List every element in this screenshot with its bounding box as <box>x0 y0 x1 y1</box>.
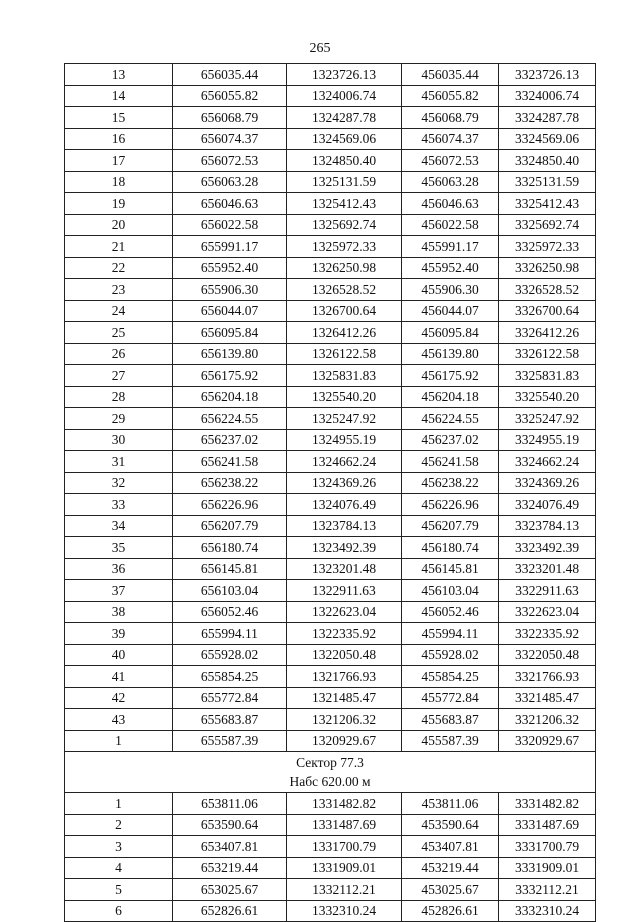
coordinate-cell: 655906.30 <box>173 279 287 301</box>
table-row <box>65 709 596 731</box>
coordinate-cell: 655994.11 <box>173 623 287 645</box>
coordinate-cell: 653407.81 <box>173 836 287 858</box>
coordinate-cell: 456072.53 <box>402 150 499 172</box>
coordinate-cell: 3326250.98 <box>499 257 596 279</box>
coordinate-cell: 3323492.39 <box>499 537 596 559</box>
point-number-cell: 18 <box>65 171 173 193</box>
coordinate-cell: 655928.02 <box>173 644 287 666</box>
coordinate-cell: 455994.11 <box>402 623 499 645</box>
coordinate-cell: 456103.04 <box>402 580 499 602</box>
point-number-cell: 6 <box>65 900 173 922</box>
point-number-cell: 34 <box>65 515 173 537</box>
coordinate-cell: 656207.79 <box>173 515 287 537</box>
point-number-cell: 41 <box>65 666 173 688</box>
table-row <box>65 472 596 494</box>
coordinate-cell: 1322335.92 <box>287 623 402 645</box>
coordinate-cell: 1323492.39 <box>287 537 402 559</box>
coordinate-cell: 1326700.64 <box>287 300 402 322</box>
coordinate-cell: 656103.04 <box>173 580 287 602</box>
point-number-cell: 32 <box>65 472 173 494</box>
table-part2 <box>65 793 596 922</box>
point-number-cell: 19 <box>65 193 173 215</box>
point-number-cell: 28 <box>65 386 173 408</box>
point-number-cell: 33 <box>65 494 173 516</box>
coordinate-cell: 656035.44 <box>173 64 287 86</box>
coordinate-cell: 456022.58 <box>402 214 499 236</box>
coordinate-cell: 656046.63 <box>173 193 287 215</box>
point-number-cell: 35 <box>65 537 173 559</box>
point-number-cell: 30 <box>65 429 173 451</box>
coordinate-cell: 456068.79 <box>402 107 499 129</box>
coordinate-cell: 1331487.69 <box>287 814 402 836</box>
coordinate-cell: 3324287.78 <box>499 107 596 129</box>
coordinate-cell: 3322623.04 <box>499 601 596 623</box>
coordinate-cell: 455906.30 <box>402 279 499 301</box>
coordinate-cell: 656241.58 <box>173 451 287 473</box>
coordinate-cell: 1324662.24 <box>287 451 402 473</box>
coordinate-cell: 3323201.48 <box>499 558 596 580</box>
coordinate-cell: 456207.79 <box>402 515 499 537</box>
coordinate-cell: 3326700.64 <box>499 300 596 322</box>
table-row <box>65 666 596 688</box>
coordinate-cell: 1325692.74 <box>287 214 402 236</box>
coordinate-cell: 656055.82 <box>173 85 287 107</box>
table-row <box>65 879 596 901</box>
coordinate-cell: 655683.87 <box>173 709 287 731</box>
point-number-cell: 36 <box>65 558 173 580</box>
coordinate-cell: 656095.84 <box>173 322 287 344</box>
table-row <box>65 107 596 129</box>
coordinate-cell: 3326122.58 <box>499 343 596 365</box>
point-number-cell: 39 <box>65 623 173 645</box>
coordinate-cell: 456145.81 <box>402 558 499 580</box>
coordinate-cell: 3324955.19 <box>499 429 596 451</box>
coordinate-cell: 1331700.79 <box>287 836 402 858</box>
coordinate-cell: 456074.37 <box>402 128 499 150</box>
coordinate-cell: 456139.80 <box>402 343 499 365</box>
coordinate-cell: 456226.96 <box>402 494 499 516</box>
coordinate-cell: 1322911.63 <box>287 580 402 602</box>
coordinate-cell: 456175.92 <box>402 365 499 387</box>
coordinate-cell: 456035.44 <box>402 64 499 86</box>
section-title: Сектор 77.3 <box>296 755 364 770</box>
table-row <box>65 257 596 279</box>
table-row <box>65 836 596 858</box>
coordinate-cell: 455952.40 <box>402 257 499 279</box>
coordinate-cell: 1321206.32 <box>287 709 402 731</box>
coordinate-cell: 656237.02 <box>173 429 287 451</box>
coordinate-cell: 3325831.83 <box>499 365 596 387</box>
coordinate-cell: 656180.74 <box>173 537 287 559</box>
coordinate-cell: 656074.37 <box>173 128 287 150</box>
coordinate-cell: 656204.18 <box>173 386 287 408</box>
coordinate-cell: 3323784.13 <box>499 515 596 537</box>
table-row <box>65 128 596 150</box>
section-subtitle: Набс 620.00 м <box>289 774 371 789</box>
coordinate-cell: 1324955.19 <box>287 429 402 451</box>
coordinate-cell: 1326412.26 <box>287 322 402 344</box>
coordinate-cell: 456238.22 <box>402 472 499 494</box>
coordinate-cell: 3324006.74 <box>499 85 596 107</box>
table-part1 <box>65 64 596 752</box>
table-row <box>65 85 596 107</box>
table-row <box>65 601 596 623</box>
coordinate-cell: 456224.55 <box>402 408 499 430</box>
coordinate-cell: 3322050.48 <box>499 644 596 666</box>
table-row <box>65 279 596 301</box>
coordinate-cell: 1332310.24 <box>287 900 402 922</box>
coordinate-cell: 656072.53 <box>173 150 287 172</box>
section-header <box>65 752 596 793</box>
coordinate-cell: 456180.74 <box>402 537 499 559</box>
coordinate-cell: 1323726.13 <box>287 64 402 86</box>
point-number-cell: 24 <box>65 300 173 322</box>
coordinate-cell: 456241.58 <box>402 451 499 473</box>
point-number-cell: 17 <box>65 150 173 172</box>
coordinate-cell: 656052.46 <box>173 601 287 623</box>
point-number-cell: 31 <box>65 451 173 473</box>
coordinate-cell: 455854.25 <box>402 666 499 688</box>
point-number-cell: 38 <box>65 601 173 623</box>
table-row <box>65 300 596 322</box>
coordinate-cell: 1322623.04 <box>287 601 402 623</box>
table-row <box>65 623 596 645</box>
coordinate-cell: 656226.96 <box>173 494 287 516</box>
table-row <box>65 171 596 193</box>
point-number-cell: 22 <box>65 257 173 279</box>
coordinate-cell: 1325247.92 <box>287 408 402 430</box>
coordinate-cell: 3324850.40 <box>499 150 596 172</box>
coordinate-cell: 655991.17 <box>173 236 287 258</box>
point-number-cell: 21 <box>65 236 173 258</box>
coordinate-cell: 453025.67 <box>402 879 499 901</box>
table-row <box>65 64 596 86</box>
coordinate-cell: 1331482.82 <box>287 793 402 815</box>
point-number-cell: 27 <box>65 365 173 387</box>
coordinate-cell: 1324850.40 <box>287 150 402 172</box>
table-row <box>65 408 596 430</box>
coordinate-cell: 1326250.98 <box>287 257 402 279</box>
table-row <box>65 687 596 709</box>
coordinate-cell: 3324569.06 <box>499 128 596 150</box>
coordinate-cell: 453407.81 <box>402 836 499 858</box>
page-number: 265 <box>309 41 331 56</box>
coordinate-cell: 1324076.49 <box>287 494 402 516</box>
coordinate-cell: 1325972.33 <box>287 236 402 258</box>
coordinate-cell: 1324569.06 <box>287 128 402 150</box>
point-number-cell: 26 <box>65 343 173 365</box>
coordinate-cell: 453590.64 <box>402 814 499 836</box>
point-number-cell: 14 <box>65 85 173 107</box>
coordinate-cell: 456063.28 <box>402 171 499 193</box>
coordinate-cell: 1325412.43 <box>287 193 402 215</box>
table-row <box>65 365 596 387</box>
coordinate-cell: 1321766.93 <box>287 666 402 688</box>
point-number-cell: 2 <box>65 814 173 836</box>
coordinate-cell: 1324006.74 <box>287 85 402 107</box>
coordinate-cell: 652826.61 <box>173 900 287 922</box>
coordinate-cell: 656175.92 <box>173 365 287 387</box>
table-row <box>65 322 596 344</box>
coordinate-cell: 452826.61 <box>402 900 499 922</box>
coordinate-cell: 3324076.49 <box>499 494 596 516</box>
table-row <box>65 150 596 172</box>
coordinate-cell: 1325131.59 <box>287 171 402 193</box>
point-number-cell: 4 <box>65 857 173 879</box>
point-number-cell: 42 <box>65 687 173 709</box>
coordinate-cell: 456095.84 <box>402 322 499 344</box>
coordinate-cell: 1320929.67 <box>287 730 402 752</box>
point-number-cell: 1 <box>65 793 173 815</box>
table-row <box>65 857 596 879</box>
point-number-cell: 15 <box>65 107 173 129</box>
point-number-cell: 40 <box>65 644 173 666</box>
coordinate-cell: 3325692.74 <box>499 214 596 236</box>
coordinate-cell: 653590.64 <box>173 814 287 836</box>
coordinate-cell: 1324287.78 <box>287 107 402 129</box>
coordinate-cell: 1332112.21 <box>287 879 402 901</box>
coordinate-cell: 455587.39 <box>402 730 499 752</box>
section-header-cell <box>65 752 596 793</box>
coordinate-cell: 3322335.92 <box>499 623 596 645</box>
point-number-cell: 13 <box>65 64 173 86</box>
coordinate-cell: 3326528.52 <box>499 279 596 301</box>
table-row <box>65 386 596 408</box>
coordinate-cell: 3331482.82 <box>499 793 596 815</box>
coordinate-cell: 3322911.63 <box>499 580 596 602</box>
coordinate-cell: 453811.06 <box>402 793 499 815</box>
coordinate-cell: 1324369.26 <box>287 472 402 494</box>
table-row <box>65 494 596 516</box>
coordinate-cell: 1325540.20 <box>287 386 402 408</box>
point-number-cell: 3 <box>65 836 173 858</box>
coordinate-cell: 3324369.26 <box>499 472 596 494</box>
coordinate-cell: 1331909.01 <box>287 857 402 879</box>
table-row <box>65 515 596 537</box>
table-row <box>65 236 596 258</box>
coordinate-cell: 656063.28 <box>173 171 287 193</box>
coordinate-cell: 3321206.32 <box>499 709 596 731</box>
coordinate-cell: 453219.44 <box>402 857 499 879</box>
coordinate-cell: 455928.02 <box>402 644 499 666</box>
coordinate-cell: 653025.67 <box>173 879 287 901</box>
point-number-cell: 20 <box>65 214 173 236</box>
point-number-cell: 37 <box>65 580 173 602</box>
coordinate-cell: 3325972.33 <box>499 236 596 258</box>
table-row <box>65 193 596 215</box>
coordinate-cell: 3323726.13 <box>499 64 596 86</box>
coordinate-cell: 1326528.52 <box>287 279 402 301</box>
coordinate-cell: 456204.18 <box>402 386 499 408</box>
coordinate-cell: 1322050.48 <box>287 644 402 666</box>
coordinate-cell: 656044.07 <box>173 300 287 322</box>
coordinate-cell: 455991.17 <box>402 236 499 258</box>
table-row <box>65 451 596 473</box>
coordinate-cell: 656145.81 <box>173 558 287 580</box>
coordinate-cell: 1326122.58 <box>287 343 402 365</box>
coordinate-cell: 3331487.69 <box>499 814 596 836</box>
coordinate-cell: 3325412.43 <box>499 193 596 215</box>
coordinate-cell: 3321766.93 <box>499 666 596 688</box>
coordinate-cell: 456044.07 <box>402 300 499 322</box>
table-row <box>65 558 596 580</box>
coordinate-cell: 656068.79 <box>173 107 287 129</box>
coordinate-cell: 3325540.20 <box>499 386 596 408</box>
coordinate-cell: 1323784.13 <box>287 515 402 537</box>
coordinate-cell: 1323201.48 <box>287 558 402 580</box>
coordinate-cell: 455683.87 <box>402 709 499 731</box>
coordinate-cell: 456046.63 <box>402 193 499 215</box>
coordinate-cell: 3325247.92 <box>499 408 596 430</box>
point-number-cell: 23 <box>65 279 173 301</box>
table-row <box>65 793 596 815</box>
coordinate-cell: 456055.82 <box>402 85 499 107</box>
coordinate-cell: 3324662.24 <box>499 451 596 473</box>
coordinate-cell: 653219.44 <box>173 857 287 879</box>
point-number-cell: 1 <box>65 730 173 752</box>
coordinate-cell: 3326412.26 <box>499 322 596 344</box>
table-row <box>65 644 596 666</box>
coordinate-cell: 3331700.79 <box>499 836 596 858</box>
coordinate-cell: 655772.84 <box>173 687 287 709</box>
table-row <box>65 429 596 451</box>
coordinate-cell: 456237.02 <box>402 429 499 451</box>
table-row <box>65 730 596 752</box>
coordinate-cell: 655854.25 <box>173 666 287 688</box>
table-row <box>65 814 596 836</box>
coordinate-cell: 656139.80 <box>173 343 287 365</box>
table-row <box>65 343 596 365</box>
point-number-cell: 5 <box>65 879 173 901</box>
point-number-cell: 25 <box>65 322 173 344</box>
coordinates-table <box>64 63 596 922</box>
coordinate-cell: 3332310.24 <box>499 900 596 922</box>
coordinate-cell: 455772.84 <box>402 687 499 709</box>
table-row <box>65 214 596 236</box>
section-header-row <box>65 752 596 793</box>
coordinate-cell: 1325831.83 <box>287 365 402 387</box>
table-row <box>65 580 596 602</box>
table-row <box>65 900 596 922</box>
coordinate-cell: 3320929.67 <box>499 730 596 752</box>
coordinate-cell: 3332112.21 <box>499 879 596 901</box>
point-number-cell: 16 <box>65 128 173 150</box>
coordinate-cell: 655587.39 <box>173 730 287 752</box>
table-row <box>65 537 596 559</box>
coordinate-cell: 656022.58 <box>173 214 287 236</box>
point-number-cell: 29 <box>65 408 173 430</box>
coordinate-cell: 656224.55 <box>173 408 287 430</box>
coordinate-cell: 1321485.47 <box>287 687 402 709</box>
coordinate-cell: 3325131.59 <box>499 171 596 193</box>
point-number-cell: 43 <box>65 709 173 731</box>
coordinate-cell: 456052.46 <box>402 601 499 623</box>
coordinate-cell: 3331909.01 <box>499 857 596 879</box>
coordinate-cell: 655952.40 <box>173 257 287 279</box>
coordinate-cell: 656238.22 <box>173 472 287 494</box>
coordinate-cell: 653811.06 <box>173 793 287 815</box>
coordinate-cell: 3321485.47 <box>499 687 596 709</box>
